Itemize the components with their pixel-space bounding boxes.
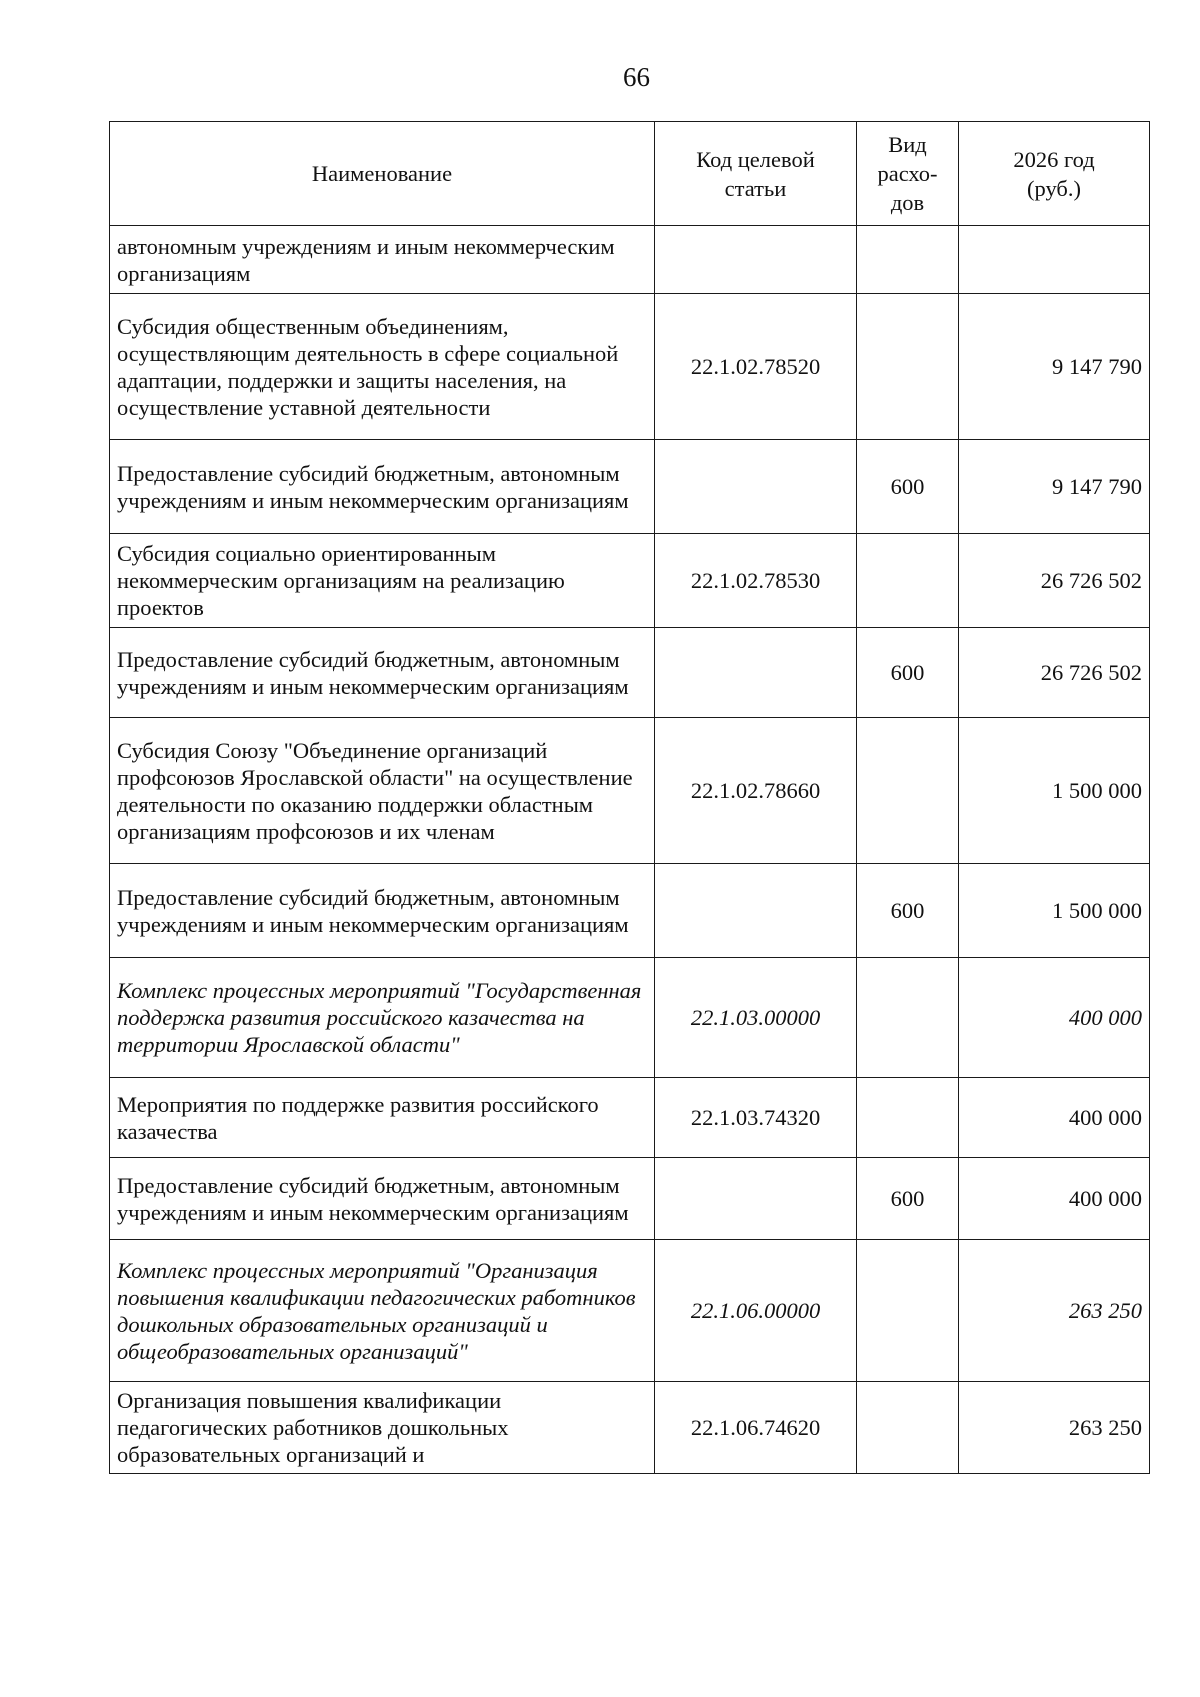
header-kind-line: дов [890,190,925,215]
table-row [110,294,1150,440]
cell-sum: 26 726 502 [959,534,1150,628]
cell-name: автономным учреждениям и иным некоммерческим организациям [110,226,655,294]
header-name [110,122,655,226]
table-body [110,226,1150,1474]
cell-code: 22.1.06.74620 [655,1382,857,1474]
cell-kind [857,226,959,294]
table-row [110,226,1150,294]
header-kind-line: расхо- [877,161,938,186]
cell-kind [857,1382,959,1474]
header-sum [959,122,1150,226]
cell-code: 22.1.02.78530 [655,534,857,628]
header-code-line: статьи [724,175,787,201]
header-kind [857,122,959,226]
header-code [655,122,857,226]
cell-sum: 400 000 [959,1078,1150,1158]
cell-sum: 400 000 [959,1158,1150,1240]
cell-kind: 600 [857,440,959,534]
cell-kind [857,1240,959,1382]
table-row [110,864,1150,958]
header-sum-line: 2026 год [1013,146,1095,172]
cell-kind [857,718,959,864]
header-sum-line: (руб.) [1027,175,1081,201]
header-code-line: Код целевой [696,146,815,172]
cell-sum: 9 147 790 [959,294,1150,440]
table-row [110,534,1150,628]
table-row [110,718,1150,864]
page-number: 66 [623,62,650,92]
cell-name: Комплекс процессных мероприятий "Организация повышения квалификации педагогических работников дошкольных образовательных организаций и общеобразовательных организаций" [110,1240,655,1382]
cell-sum: 263 250 [959,1240,1150,1382]
cell-code: 22.1.02.78660 [655,718,857,864]
cell-name: Мероприятия по поддержке развития российского казачества [110,1078,655,1158]
cell-name: Предоставление субсидий бюджетным, автономным учреждениям и иным некоммерческим организациям [110,864,655,958]
cell-code [655,864,857,958]
cell-sum: 400 000 [959,958,1150,1078]
cell-name: Предоставление субсидий бюджетным, автономным учреждениям и иным некоммерческим организациям [110,440,655,534]
cell-name: Организация повышения квалификации педагогических работников дошкольных образовательных организаций и [110,1382,655,1474]
table-row [110,628,1150,718]
cell-sum: 1 500 000 [959,718,1150,864]
cell-code: 22.1.06.00000 [655,1240,857,1382]
cell-kind [857,534,959,628]
cell-sum: 263 250 [959,1382,1150,1474]
cell-name: Комплекс процессных мероприятий "Государственная поддержка развития российского казачества на территории Ярославской области" [110,958,655,1078]
cell-kind: 600 [857,864,959,958]
cell-code [655,440,857,534]
header-kind-line: Вид [888,132,927,157]
table-row [110,1158,1150,1240]
cell-code: 22.1.02.78520 [655,294,857,440]
cell-kind [857,1078,959,1158]
table-row [110,1382,1150,1474]
table-row [110,1078,1150,1158]
header-name-label: Наименование [311,161,453,186]
cell-code [655,1158,857,1240]
table-header [110,122,1150,226]
cell-sum: 9 147 790 [959,440,1150,534]
cell-code [655,628,857,718]
cell-name: Субсидия социально ориентированным некоммерческим организациям на реализацию проектов [110,534,655,628]
cell-name: Предоставление субсидий бюджетным, автономным учреждениям и иным некоммерческим организациям [110,1158,655,1240]
cell-code: 22.1.03.00000 [655,958,857,1078]
cell-sum: 26 726 502 [959,628,1150,718]
cell-sum [959,226,1150,294]
budget-table [109,121,1150,1474]
cell-code [655,226,857,294]
table-row [110,1240,1150,1382]
cell-code: 22.1.03.74320 [655,1078,857,1158]
table-row [110,958,1150,1078]
cell-sum: 1 500 000 [959,864,1150,958]
table-row [110,440,1150,534]
cell-kind: 600 [857,628,959,718]
cell-kind: 600 [857,1158,959,1240]
cell-kind [857,958,959,1078]
cell-kind [857,294,959,440]
cell-name: Субсидия Союзу "Объединение организаций профсоюзов Ярославской области" на осуществление деятельности по оказанию поддержки областным организациям профсоюзов и их членам [110,718,655,864]
cell-name: Предоставление субсидий бюджетным, автономным учреждениям и иным некоммерческим организациям [110,628,655,718]
cell-name: Субсидия общественным объединениям, осуществляющим деятельность в сфере социальной адаптации, поддержки и защиты населения, на осуществление уставной деятельности [110,294,655,440]
